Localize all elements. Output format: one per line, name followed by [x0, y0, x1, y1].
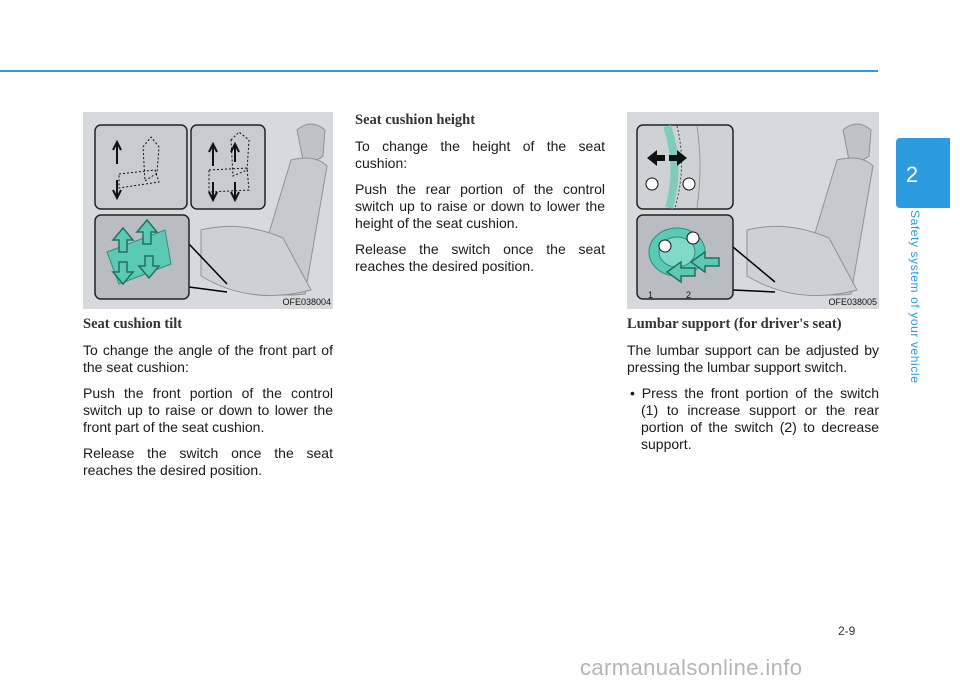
lumbar-switch-inset — [637, 215, 733, 299]
chapter-title: Safety system of your vehicle — [908, 210, 922, 384]
figure-code: OFE038005 — [828, 297, 877, 307]
paragraph: Push the front portion of the control switch up to raise or down to lower the front part of the seat cushion. — [83, 385, 333, 435]
paragraph: The lumbar support can be adjusted by pressing the lumbar support switch. — [627, 342, 879, 375]
paragraph: To change the height of the seat cushion: — [355, 138, 605, 171]
paragraph: Push the rear portion of the control switch up to raise or down to lower the height of the seat cushion. — [355, 181, 605, 231]
figure-code: OFE038004 — [282, 297, 331, 307]
lumbar-support-illustration — [627, 112, 879, 309]
paragraph: To change the angle of the front part of the seat cushion: — [83, 342, 333, 375]
callout-1-label: 1 — [648, 290, 654, 300]
height-diagram-inset — [191, 125, 265, 209]
seat-cushion-height-text — [355, 112, 605, 284]
chapter-tab — [896, 138, 950, 208]
section-heading: Seat cushion tilt — [83, 316, 183, 332]
control-switch-inset — [95, 215, 189, 299]
callout-2-label: 2 — [686, 290, 692, 300]
header-rule — [0, 70, 878, 72]
paragraph: Release the switch once the seat reaches the desired position. — [83, 445, 333, 478]
chapter-number: 2 — [905, 162, 919, 187]
seat-cushion-tilt-illustration — [83, 112, 333, 309]
lumbar-support-text — [627, 316, 879, 453]
tilt-diagram-inset — [95, 125, 187, 209]
paragraph: Release the switch once the seat reaches the desired position. — [355, 241, 605, 274]
page-number: 2-9 — [838, 624, 856, 638]
lumbar-diagram-inset — [637, 125, 733, 209]
bullet-item: • Press the front portion of the switch (1) to increase support or the rear portion of the switch (2) to decrease support. — [630, 385, 879, 452]
section-heading: Lumbar support (for driver's seat) — [627, 316, 842, 332]
seat-cushion-tilt-text — [83, 316, 333, 488]
section-heading: Seat cushion height — [355, 112, 476, 128]
watermark: carmanualsonline.info — [580, 655, 803, 680]
